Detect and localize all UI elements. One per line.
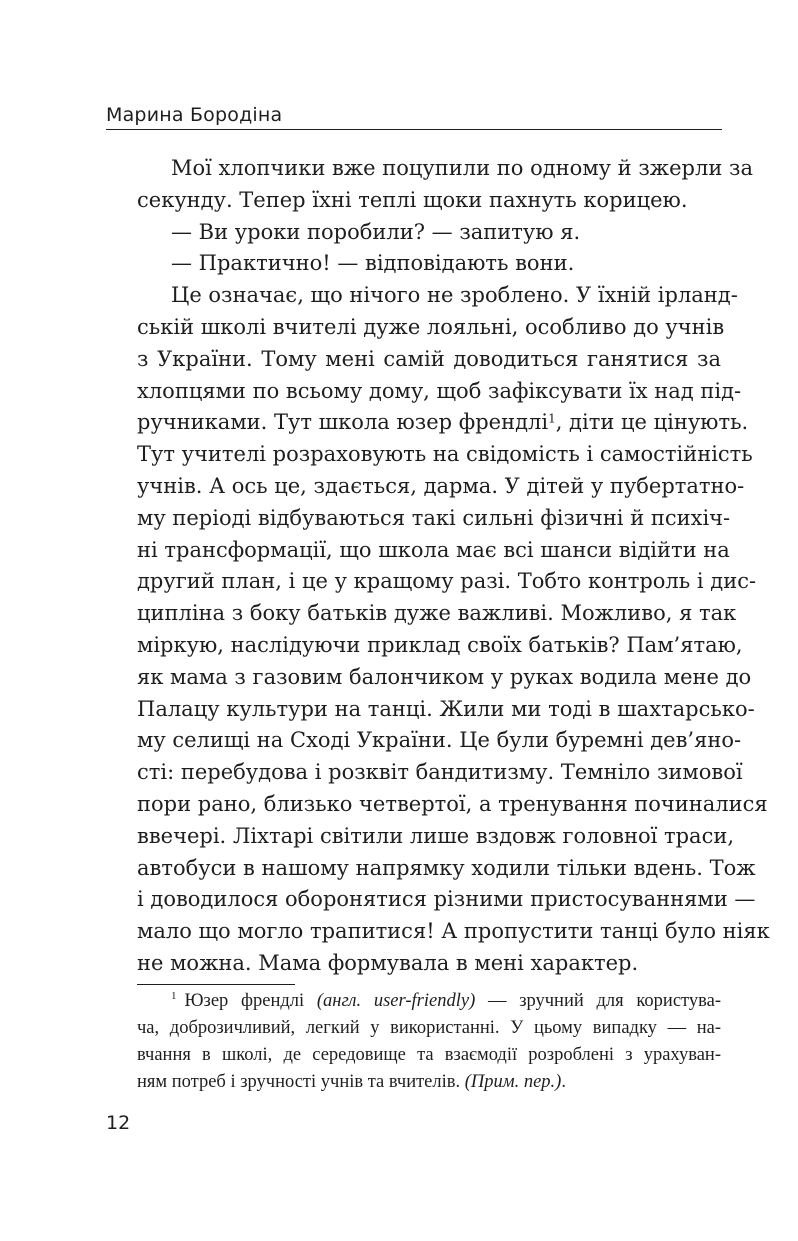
footnote-text: . bbox=[561, 1072, 566, 1092]
text-line: не можна. Мама формувала в мені характер. bbox=[137, 950, 639, 975]
text-line: другий план, і це у кращому разі. Тобто контроль і дис- bbox=[137, 569, 757, 594]
text-line-with-footnote bbox=[137, 407, 749, 439]
text-line: пори рано, близько четвертої, а тренування починалися bbox=[137, 791, 768, 816]
text-line: сті: перебудова і розквіт бандитизму. Темніло зимової bbox=[137, 760, 743, 785]
text-line: ципліна з боку батьків дуже важливі. Можливо, я так bbox=[137, 601, 737, 626]
footnote-text: — зручний для користува- bbox=[475, 991, 721, 1011]
text-line: секунду. Тепер їхні теплі щоки пахнуть корицею. bbox=[137, 187, 688, 212]
footnote-mark: 1 bbox=[171, 990, 177, 1003]
text-segment: ручниками. Тут школа юзер френдлі bbox=[137, 410, 549, 435]
footnote-text-italic: ) bbox=[469, 991, 476, 1011]
footnote-line bbox=[137, 1069, 721, 1096]
text-line: хлопцями по всьому дому, щоб зафіксувати їх над під- bbox=[137, 378, 742, 403]
footnote-separator bbox=[137, 984, 295, 985]
text-line: Це означає, що нічого не зроблено. У їхній ірланд- bbox=[171, 283, 738, 308]
page-number: 12 bbox=[106, 1112, 131, 1134]
footnote-text: ням потреб і зручності учнів та вчителів. bbox=[137, 1072, 465, 1092]
text-line: Мої хлопчики вже поцупили по одному й зжерли за bbox=[171, 156, 753, 180]
footnote-text-italic: user-friendly bbox=[373, 991, 470, 1011]
text-segment: , діти це цінують. bbox=[555, 410, 749, 435]
body-text bbox=[137, 153, 770, 980]
text-line: Палацу культури на танці. Жили ми тоді в шахтарсько- bbox=[137, 696, 755, 721]
text-line: міркую, наслідуючи приклад своїх батьків? Пам’ятаю, bbox=[137, 632, 743, 657]
text-line: — Практично! — відповідають вони. bbox=[171, 251, 575, 276]
footnote-line bbox=[137, 988, 721, 1015]
footnote-text: Юзер френдлі bbox=[184, 991, 317, 1011]
text-line: му селищі на Сході України. Це були буремні дев’яно- bbox=[137, 728, 742, 753]
footnote-line: ча, доброзичливий, легкий у використанні. У цьому випадку — на- bbox=[137, 1018, 721, 1038]
text-line: автобуси в нашому напрямку ходили тільки вдень. Тож bbox=[137, 855, 756, 880]
text-line: учнів. А ось це, здається, дарма. У дітей у пубертатно- bbox=[137, 473, 745, 498]
footnote bbox=[137, 988, 721, 1096]
text-line: ській школі вчителі дуже лояльні, особливо до учнів bbox=[137, 314, 725, 339]
text-line: Тут учителі розраховують на свідомість і самостійність bbox=[137, 442, 753, 467]
footnote-line: вчання в школі, де середовище та взаємодії розроблені з урахуван- bbox=[137, 1045, 721, 1065]
header-rule bbox=[106, 129, 722, 130]
footnote-text-italic: (англ. bbox=[316, 991, 374, 1011]
text-line: з України. Тому мені самій доводиться ганятися за bbox=[137, 346, 721, 371]
text-line: — Ви уроки поробили? — запитую я. bbox=[171, 219, 581, 244]
text-line: як мама з газовим балончиком у руках водила мене до bbox=[137, 664, 752, 689]
footnote-reference: 1 bbox=[548, 411, 556, 426]
text-line: му періоді відбуваються такі сильні фізичні й психіч- bbox=[137, 505, 731, 530]
footnote-text-italic: (Прим. пер.) bbox=[464, 1072, 562, 1092]
text-line: мало що могло трапитися! А пропустити танці було ніяк bbox=[137, 919, 770, 944]
text-line: ні трансформації, що школа має всі шанси відійти на bbox=[137, 537, 730, 562]
text-line: ввечері. Ліхтарі світили лише вздовж головної траси, bbox=[137, 823, 735, 848]
text-line: і доводилося оборонятися різними пристосуваннями — bbox=[137, 887, 756, 912]
running-head-author: Марина Бородіна bbox=[106, 104, 283, 126]
